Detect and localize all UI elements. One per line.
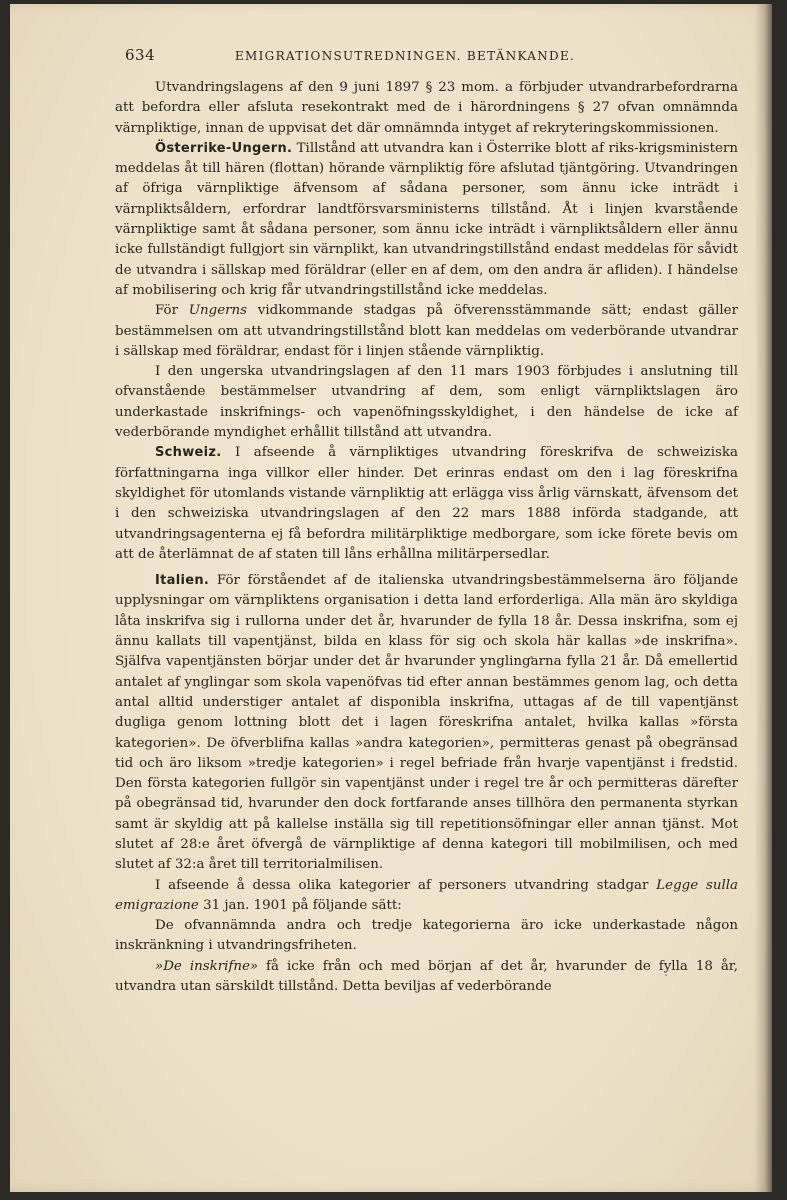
paragraph: I afseende å dessa olika kategorier af personers utvandring stadgar Legge sulla emigrazione 31 jan. 1901 på följande sätt: <box>115 877 739 913</box>
text-block <box>115 46 738 997</box>
paragraph: Utvandringslagens af den 9 juni 1897 § 23 mom. a förbjuder utvandrarbefordrarna att befordra eller afsluta resekontrakt med de i härordningens § 27 ofvan omnämnda värnpliktige, innan de uppvisat det där omnämnda intyget af rekryteringskommissionen. <box>115 80 738 136</box>
paragraph-italy: Italien. För förståendet af de italienska utvandringsbestämmelserna äro följande upplysningar om värnpliktens organisation i detta land erforderliga. Alla män äro skyldiga låta inskrifva sig i rullorna under det år, hvarunder de fylla 18 år. Dessa inskrifna, som ej ännu kallats till vapentjänst, bilda en klass för sig och skola här kallas »de inskrifna». Själfva vapentjänsten börjar under det år hvarunder ynglingarna fylla 21 år. Då emellertid antalet af ynglingar som skola vapenöfvas tid efter annan bestämmes genom lag, och detta antal alltid understiger antalet af disponibla inskrifna, uttagas af de till vapentjänst dugliga genom lottning blott det i lagen föreskrifna antalet, hvilka kallas »första kategorien». De öfverblifna kallas »andra kategorien», permitteras genast på obegränsad tid och äro liksom »tredje kategorien» i regel befriade från hvarje vapentjänst i fredstid. Den första kategorien fullgör sin vapentjänst under i regel tre år och permitteras därefter på obegränsad tid, hvarunder den dock fortfarande anses tillhöra den permanenta styrkan samt är skyldig att på kallelse inställa sig till repetitionsöfningar eller annan tjänst. Mot slutet af 28:e året öfvergå de värnpliktige af denna kategori till mobilmilisen, och med slutet af 32:a året till territorialmilisen. <box>115 573 738 873</box>
body-text <box>115 78 738 997</box>
page-number: 634 <box>125 46 156 64</box>
paragraph: För Ungerns vidkommande stadgas på öfverensstämmande sätt; endast gäller bestämmelsen om att utvandringstillstånd blott kan meddelas om vederbörande utvandrar i sällskap med föräldrar, endast för i linjen stående värnpliktig. <box>115 303 738 359</box>
page-edge-shadow <box>754 4 772 1192</box>
paragraph: De ofvannämnda andra och tredje kategorierna äro icke underkastade någon inskränkning i utvandringsfriheten. <box>115 918 738 954</box>
paragraph-austria: Österrike-Ungern. Tillstånd att utvandra kan i Österrike blott af riks-krigsministern meddelas åt till hären (flottan) hörande värnpliktig före afslutad tjäntgöring. Utvandringen af öfriga värnpliktige äfvensom af sådana personer, som ännu icke inträdt i värnpliktsåldern, erfordrar landtförsvarsministerns tillstånd. Åt i linjen kvarstående värnpliktige samt åt sådana personer, som ännu icke inträdt i värnpliktsåldern eller ännu icke fullständigt fullgjort sin värnplikt, kan utvandringstillstånd endast meddelas för såvidt de utvandra i sällskap med föräldrar (eller en af dem, om den andra är afliden). I händelse af mobilisering och krig får utvandringstillstånd icke meddelas. <box>115 140 738 298</box>
page-header <box>115 46 738 70</box>
section-heading: Schweiz. <box>155 445 222 461</box>
running-title: EMIGRATIONSUTREDNINGEN. BETÄNKANDE. <box>235 49 576 63</box>
paragraph: I den ungerska utvandringslagen af den 11 mars 1903 förbjudes i anslutning till ofvanstående bestämmelser utvandring af dem, som enligt värnpliktslagen äro underkastade inskrifnings- och vapenöfningsskyldighet, i den händelse de icke af vederbörande myndighet erhållit tillstånd att utvandra. <box>115 364 738 441</box>
book-page <box>10 4 772 1192</box>
paragraph-switzerland: Schweiz. I afseende å värnpliktiges utvandring föreskrifva de schweiziska författningarna inga villkor eller hinder. Det erinras endast om den i lag föreskrifna skyldighet för utomlands vistande värnpliktig att erlägga viss årlig värnskatt, äfvensom det i den schweiziska utvandringslagen af den 22 mars 1888 införda stadgande, att utvandringsagenterna ej få befordra militärpliktige medborgare, som icke förete bevis om att de återlämnat de af staten till låns erhållna militärpersedlar. <box>115 445 738 562</box>
section-heading: Österrike-Ungern. <box>155 140 293 156</box>
paragraph: »De inskrifne» få icke från och med början af det år, hvarunder de fylla 18 år, utvandra utan särskildt tillstånd. Detta beviljas af vederbörande <box>115 958 738 995</box>
section-heading: Italien. <box>155 573 210 589</box>
